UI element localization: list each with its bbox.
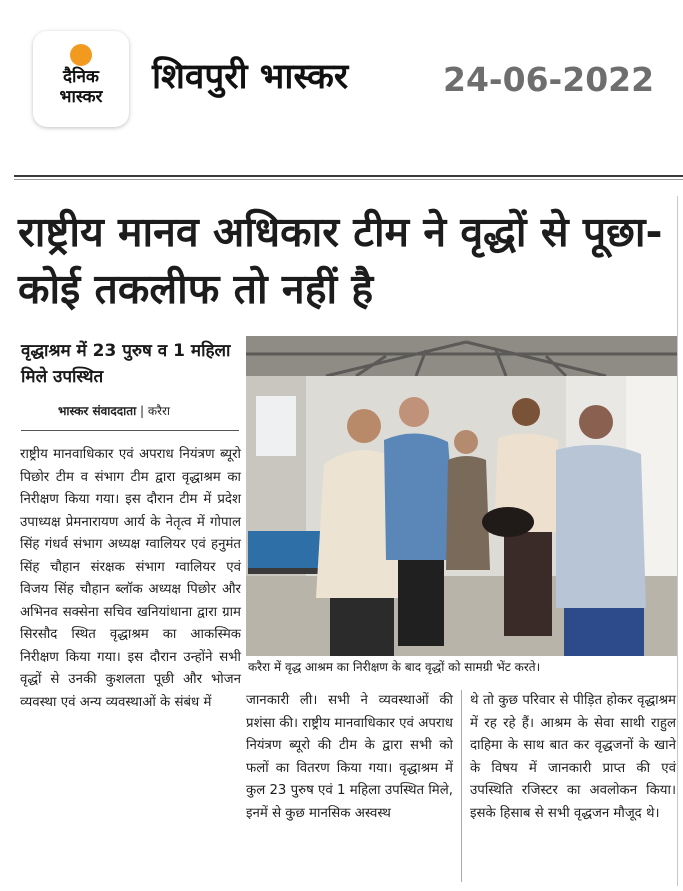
dainik-bhaskar-logo — [33, 31, 129, 127]
header-divider — [14, 175, 683, 177]
article-subheadline: वृद्धाश्रम में 23 पुरुष व 1 महिला मिले उपस्थित — [21, 341, 231, 387]
logo-text-line2: भास्कर — [59, 87, 103, 107]
column-divider — [461, 690, 462, 882]
byline: भास्कर संवाददाता | करैरा — [58, 404, 171, 418]
publication-name: शिवपुरी भास्कर — [152, 57, 349, 97]
page-edge-line — [677, 196, 678, 886]
byline-place: करैरा — [147, 404, 171, 418]
publication-date: 24-06-2022 — [443, 60, 655, 99]
sun-dot-icon — [70, 44, 92, 66]
article-column-2: जानकारी ली। सभी ने व्यवस्थाओं की प्रशंसा की। राष्ट्रीय मानवाधिकार एवं अपराध नियंत्रण ब्यूरो की टीम के द्वारा सभी को फलों का वितरण किया गया। वृद्धाश्रम में कुल 23 पुरुष एवं 1 महिला उपस्थित मिले, इनमें से कुछ मानसिक अस्वस्थ — [246, 693, 453, 821]
header-divider-thin — [14, 179, 683, 180]
article-photo — [246, 336, 677, 656]
byline-divider — [21, 430, 239, 431]
photo-caption: करैरा में वृद्ध आश्रम का निरीक्षण के बाद वृद्धों को सामग्री भेंट करते। — [248, 660, 541, 674]
article-column-1: राष्ट्रीय मानवाधिकार एवं अपराध नियंत्रण ब्यूरो पिछोर टीम व संभाग टीम द्वारा वृद्धाश्रम का निरीक्षण किया गया। इस दौरान टीम में प्रदेश उपाध्यक्ष प्रेमनारायण आर्य के नेतृत्व में गोपाल सिंह गंधर्व संभाग अध्यक्ष ग्वालियर एवं हनुमंत सिंह चौहान संरक्षक संभाग ग्वालियर एवं विजय सिंह चौहान ब्लॉक अध्यक्ष पिछोर और अभिनव सक्सेना सचिव खनियांधाना द्वारा ग्राम सिरसौद स्थित वृद्धाश्रम का आकस्मिक निरीक्षण किया गया। इस दौरान उन्होंने सभी वृद्धों से उनकी कुशलता पूछी और भोजन व्यवस्था एवं अन्य व्यवस्थाओं के संबंध में — [20, 447, 241, 710]
article-column-3: थे तो कुछ परिवार से पीड़ित होकर वृद्धाश्रम में रह रहे हैं। आश्रम के सेवा साथी राहुल दाहिमा के साथ बात कर वृद्धजनों के खाने के विषय में जानकारी प्राप्त की एवं उपस्थिति रजिस्टर का अवलोकन किया। इसके हिसाब से सभी वृद्धजन मौजूद थे। — [470, 693, 676, 821]
logo-text-line1: दैनिक — [63, 67, 99, 87]
byline-source: भास्कर संवाददाता — [58, 404, 137, 418]
article-headline: राष्ट्रीय मानव अधिकार टीम ने वृद्धों से पूछा- कोई तकलीफ तो नहीं है — [18, 208, 663, 313]
